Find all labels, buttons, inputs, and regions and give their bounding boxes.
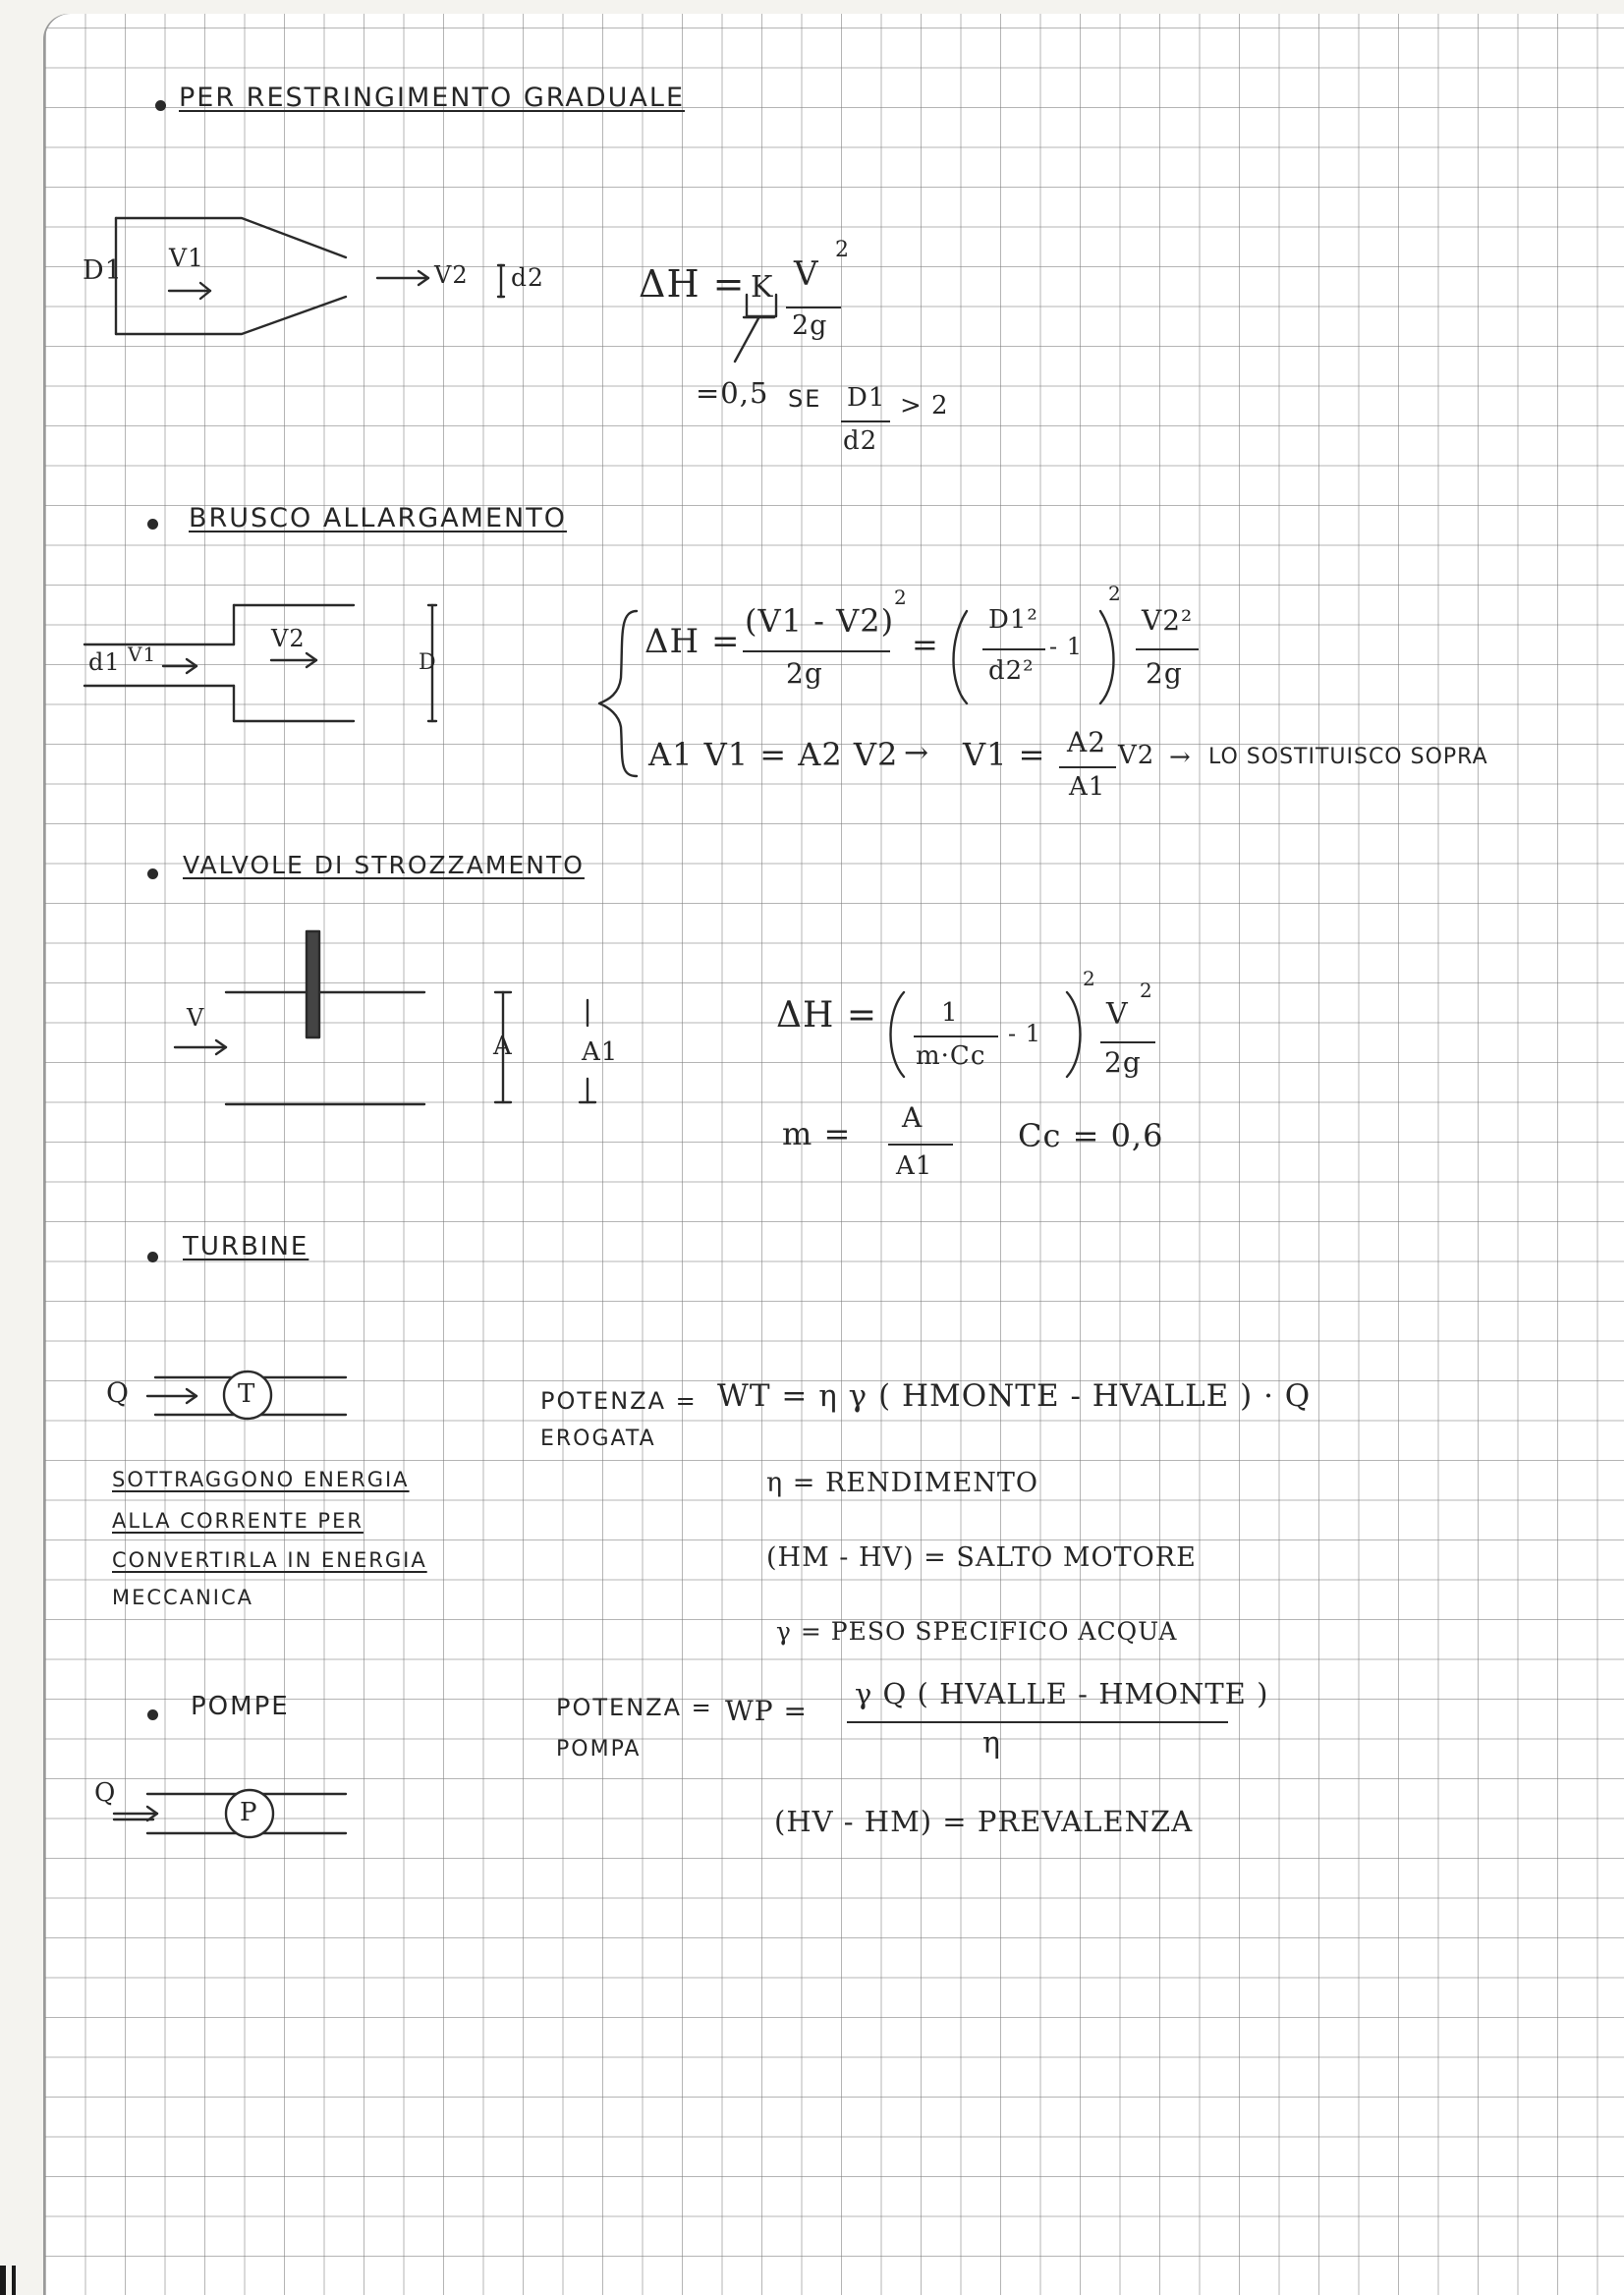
heading-valvole: VALVOLE DI STROZZAMENTO: [183, 851, 585, 879]
label-q: Q: [94, 1778, 117, 1808]
eq1-den: 2g: [786, 657, 823, 690]
valve-formula-minus1: - 1: [1008, 1020, 1042, 1047]
label-d1: D1: [83, 255, 123, 286]
cc-def: Cc = 0,6: [1018, 1117, 1164, 1154]
eq2-lhs: A1 V1 = A2 V2: [648, 736, 899, 773]
eq1-num: (V1 - V2): [745, 602, 895, 640]
turbine-desc-line: CONVERTIRLA IN ENERGIA: [112, 1548, 427, 1572]
formula-v: V: [794, 254, 819, 294]
heading-allargamento: BRUSCO ALLARGAMENTO: [189, 503, 567, 533]
eq2-note: LO SOSTITUISCO SOPRA: [1208, 745, 1488, 769]
label-A: A: [493, 1032, 513, 1061]
valve-formula-vden: 2g: [1104, 1046, 1142, 1079]
valve-formula-exp: 2: [1083, 967, 1096, 990]
turbine-def-eta: η = RENDIMENTO: [766, 1468, 1039, 1498]
eq1-exp: 2: [894, 586, 908, 609]
label-v1: V1: [169, 244, 204, 272]
eq2-frac-den: A1: [1069, 772, 1106, 802]
formula-exp: 2: [835, 238, 850, 262]
pump-potenza-label: POTENZA =: [556, 1694, 713, 1721]
turbine-desc-line: ALLA CORRENTE PER: [112, 1509, 364, 1533]
turbine-potenza-label: POTENZA =: [540, 1387, 698, 1415]
label-A1: A1: [582, 1037, 619, 1067]
heading-restringimento: PER RESTRINGIMENTO GRADUALE: [179, 83, 686, 113]
heading-pompe: POMPE: [191, 1692, 290, 1721]
label-q: Q: [106, 1376, 130, 1409]
eq2-arrow2: →: [1169, 743, 1192, 772]
valve-formula-den: m·Cc: [916, 1041, 986, 1071]
label-d2: d2: [511, 263, 544, 292]
label-d1: d1: [88, 648, 121, 676]
binding-edge: [0, 2266, 45, 2295]
eq1-v2: V2²: [1142, 604, 1194, 637]
valve-formula-v: V: [1106, 997, 1129, 1032]
eq1-paren-num: D1²: [988, 605, 1038, 635]
turbine-def-salto: (HM - HV) = SALTO MOTORE: [766, 1542, 1197, 1573]
pump-p-icon: P: [240, 1798, 258, 1827]
eq1-equals: =: [912, 626, 939, 663]
eq1-lhs: ΔH =: [644, 622, 741, 661]
label-v1: V1: [128, 643, 157, 666]
label-v: V: [187, 1004, 205, 1032]
valve-formula-lhs: ΔH =: [776, 995, 877, 1036]
eq1-v2-den: 2g: [1146, 657, 1183, 690]
valve-formula-one: 1: [941, 998, 959, 1028]
pump-formula-num: γ Q ( HVALLE - HMONTE ): [855, 1677, 1269, 1710]
formula-k: K: [751, 270, 774, 305]
pump-pompa-label: POMPA: [556, 1737, 642, 1762]
turbine-erogata-label: EROGATA: [540, 1427, 656, 1451]
eq2-frac-num: A2: [1067, 726, 1107, 758]
formula-den: 2g: [792, 310, 828, 341]
m-def-lhs: m =: [782, 1115, 852, 1152]
eq2-v2: V2: [1118, 741, 1155, 770]
turbine-desc-line: MECCANICA: [112, 1586, 254, 1609]
turbine-desc-line: SOTTRAGGONO ENERGIA: [112, 1468, 410, 1491]
k-value: =0,5: [696, 376, 769, 410]
turbine-def-gamma: γ = PESO SPECIFICO ACQUA: [776, 1617, 1178, 1646]
formula-delta-h: ΔH =: [639, 262, 746, 306]
m-def-den: A1: [896, 1151, 933, 1181]
m-def-num: A: [902, 1101, 924, 1134]
label-D: D: [419, 650, 437, 675]
eq2-arrow: →: [904, 736, 930, 770]
ratio-num: D1: [847, 383, 886, 413]
eq1-minus1: - 1: [1049, 633, 1084, 660]
label-v2: V2: [434, 261, 469, 289]
eq2-v1: V1 =: [963, 736, 1046, 773]
se-label: SE: [788, 385, 822, 413]
eq1-paren-den: d2²: [988, 656, 1035, 686]
fraction-bar: [847, 1721, 1228, 1723]
label-v2: V2: [271, 625, 306, 652]
pump-formula-den: η: [982, 1726, 1001, 1761]
ratio-compare: > 2: [900, 391, 949, 420]
pump-prevalenza: (HV - HM) = PREVALENZA: [774, 1805, 1194, 1838]
ratio-den: d2: [843, 426, 878, 456]
turbine-power-formula: WT = η γ ( HMONTE - HVALLE ) · Q: [717, 1378, 1312, 1414]
valve-formula-vexp: 2: [1140, 979, 1153, 1002]
eq1-paren-exp: 2: [1108, 582, 1122, 605]
heading-turbine: TURBINE: [183, 1232, 309, 1261]
pump-formula-lhs: WP =: [725, 1695, 808, 1727]
turbine-t-icon: T: [238, 1379, 256, 1409]
